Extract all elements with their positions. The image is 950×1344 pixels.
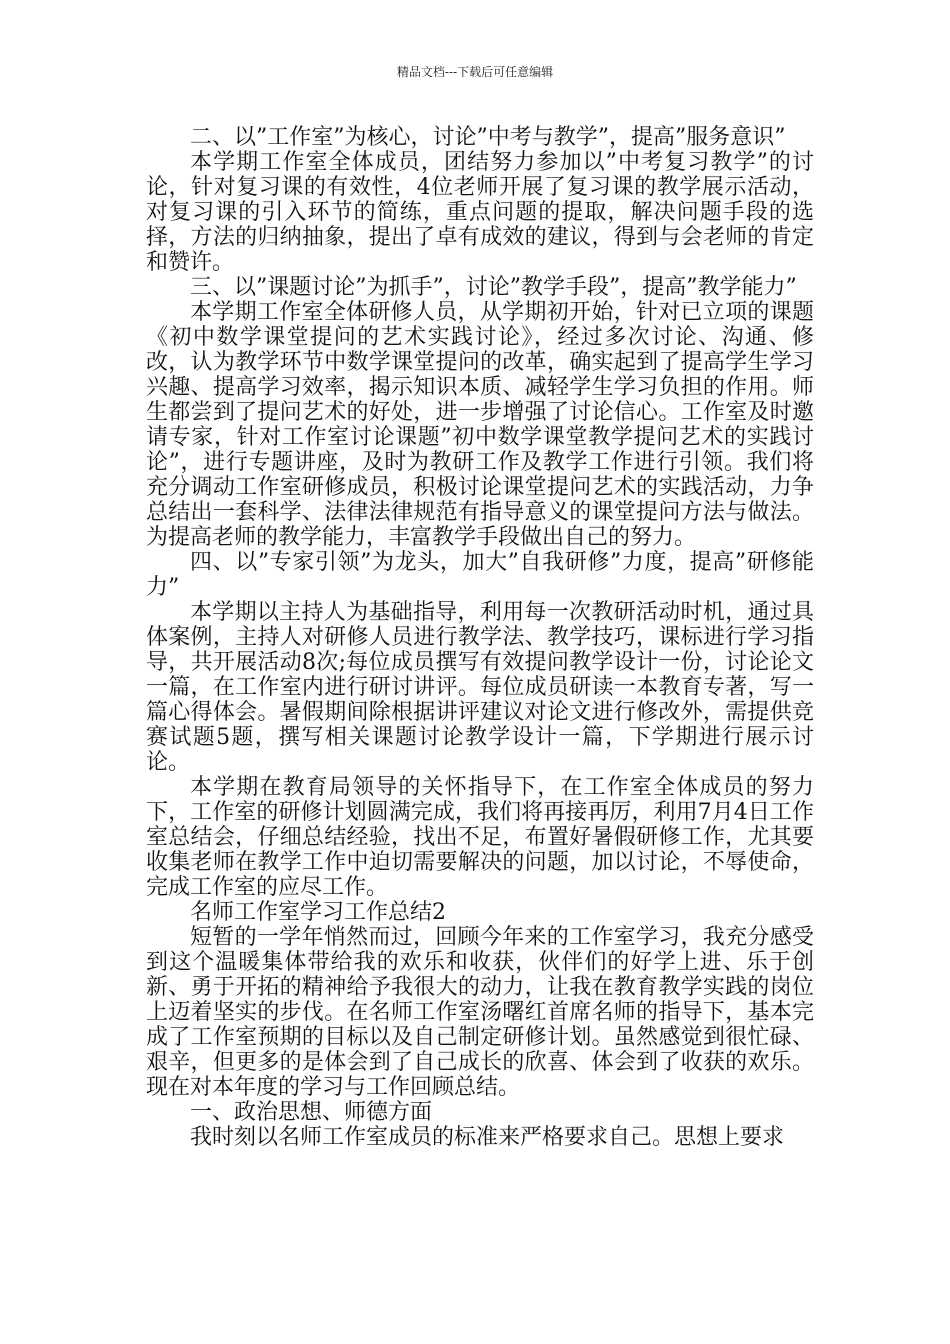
body-paragraph: 我时刻以名师工作室成员的标准来严格要求自己。思想上要求: [190, 1125, 785, 1150]
body-paragraph: 本学期工作室全体成员，团结努力参加以”中考复习教学”的讨论，针对复习课的有效性，4位老师开展了复习课的教学展示活动，对复习课的引入环节的简练，重点问题的提取，解决问题手段的选择，方法的归纳抽象，提出了卓有成效的建议，得到与会老师的肯定和赞许。: [146, 150, 814, 275]
section-heading-1: 一、政治思想、师德方面: [190, 1100, 433, 1125]
section-heading-3: 三、以”课题讨论”为抓手”，讨论”教学手段”，提高”教学能力”: [190, 275, 797, 300]
body-paragraph: 本学期工作室全体研修人员，从学期初开始，针对已立项的课题《初中数学课堂提问的艺术实践讨论》，经过多次讨论、沟通、修改，认为教学环节中数学课堂提问的改革，确实起到了提高学生学习兴趣、提高学习效率，揭示知识本质、减轻学生学习负担的作用。师生都尝到了提问艺术的好处，进一步增强了讨论信心。工作室及时邀请专家，针对工作室讨论课题”初中数学课堂教学提问艺术的实践讨论”，进行专题讲座，及时为教研工作及教学工作进行引领。我们将充分调动工作室研修成员，积极讨论课堂提问艺术的实践活动，力争总结出一套科学、法律法律规范有指导意义的课堂提问方法与做法。为提高老师的教学能力，丰富教学手段做出自己的努力。: [146, 300, 814, 550]
section-heading-2: 二、以”工作室”为核心，讨论”中考与教学”，提高”服务意识”: [190, 125, 786, 150]
body-paragraph: 本学期在教育局领导的关怀指导下，在工作室全体成员的努力下，工作室的研修计划圆满完成，我们将再接再厉，利用7月4日工作室总结会，仔细总结经验，找出不足，布置好暑假研修工作，尤其要收集老师在教学工作中迫切需要解决的问题，加以讨论，不辱使命，完成工作室的应尽工作。: [146, 775, 814, 900]
body-paragraph: 短暂的一学年悄然而过，回顾今年来的工作室学习，我充分感受到这个温暖集体带给我的欢乐和收获，伙伴们的好学上进、乐于创新、勇于开拓的精神给予我很大的动力，让我在教育教学实践的岗位上迈着坚实的步伐。在名师工作室汤曙红首席名师的指导下，基本完成了工作室预期的目标以及自己制定研修计划。虽然感觉到很忙碌、艰辛，但更多的是体会到了自己成长的欣喜、体会到了收获的欢乐。现在对本年度的学习与工作回顾总结。: [146, 925, 814, 1100]
page-header: 精品文档---下载后可任意编辑: [396, 65, 554, 79]
section-heading-4: 四、以”专家引领”为龙头，加大”自我研修”力度，提高”研修能力”: [146, 550, 814, 600]
body-paragraph: 本学期以主持人为基础指导，利用每一次教研活动时机，通过具体案例，主持人对研修人员进行教学法、教学技巧，课标进行学习指导，共开展活动8次;每位成员撰写有效提问教学设计一份，讨论论文一篇，在工作室内进行研讨讲评。每位成员研读一本教育专著，写一篇心得体会。暑假期间除根据讲评建议对论文进行修改外，需提供竞赛试题5题，撰写相关课题讨论教学设计一篇，下学期进行展示讨论。: [146, 600, 814, 775]
document-body: [146, 125, 814, 1150]
article-title: 名师工作室学习工作总结2: [190, 900, 446, 925]
